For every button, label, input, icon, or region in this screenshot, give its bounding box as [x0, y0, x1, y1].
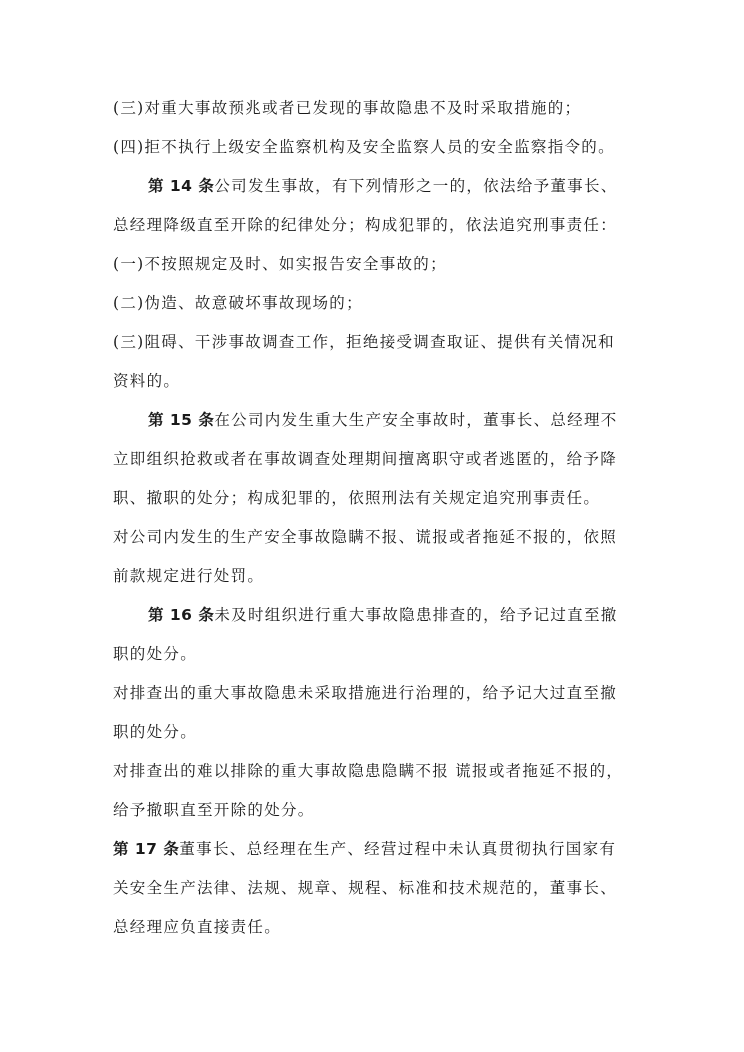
article-number: 第 16 条: [148, 606, 215, 624]
text-line: 立即组织抢救或者在事故调查处理期间擅离职守或者逃匿的，给予降: [113, 450, 618, 468]
article-text: 公司发生事故，有下列情形之一的，依法给予董事长、: [214, 177, 618, 195]
text-line: 前款规定进行处罚。: [113, 567, 265, 585]
text-line: (一)不按照规定及时、如实报告安全事故的；: [113, 255, 447, 273]
article-16-line: [148, 605, 618, 625]
text-line: (三)对重大事故预兆或者已发现的事故隐患不及时采取措施的；: [113, 99, 582, 117]
article-17-line: [113, 839, 616, 859]
text-line: 对排查出的难以排除的重大事故隐患隐瞒不报 谎报或者拖延不报的，: [113, 762, 624, 780]
article-text: 董事长、总经理在生产、经营过程中未认真贯彻执行国家有: [179, 840, 617, 858]
article-14-line: [148, 176, 618, 196]
text-line: 职的处分。: [113, 723, 198, 741]
article-15-line: [148, 410, 618, 430]
text-line: (三)阻碍、干涉事故调查工作，拒绝接受调查取证、提供有关情况和: [113, 333, 615, 351]
article-number: 第 14 条: [148, 177, 215, 195]
text-line: 对排查出的重大事故隐患未采取措施进行治理的，给予记大过直至撤: [113, 684, 618, 702]
text-line: 资料的。: [113, 372, 181, 390]
text-line: 总经理降级直至开除的纪律处分；构成犯罪的，依法追究刑事责任：: [113, 216, 618, 234]
text-line: 关安全生产法律、法规、规章、规程、标准和技术规范的，董事长、: [113, 879, 618, 897]
text-line: 职、撤职的处分；构成犯罪的，依照刑法有关规定追究刑事责任。: [113, 489, 601, 507]
text-line: 职的处分。: [113, 645, 198, 663]
text-line: 对公司内发生的生产安全事故隐瞒不报、谎报或者拖延不报的，依照: [113, 528, 618, 546]
article-number: 第 17 条: [113, 840, 180, 858]
text-line: 总经理应负直接责任。: [113, 918, 282, 936]
article-number: 第 15 条: [148, 411, 215, 429]
article-text: 在公司内发生重大生产安全事故时，董事长、总经理不: [214, 411, 618, 429]
text-line: 给予撤职直至开除的处分。: [113, 801, 315, 819]
text-line: (二)伪造、故意破坏事故现场的；: [113, 294, 363, 312]
article-text: 未及时组织进行重大事故隐患排查的，给予记过直至撤: [214, 606, 618, 624]
text-line: (四)拒不执行上级安全监察机构及安全监察人员的安全监察指令的。: [113, 138, 615, 156]
